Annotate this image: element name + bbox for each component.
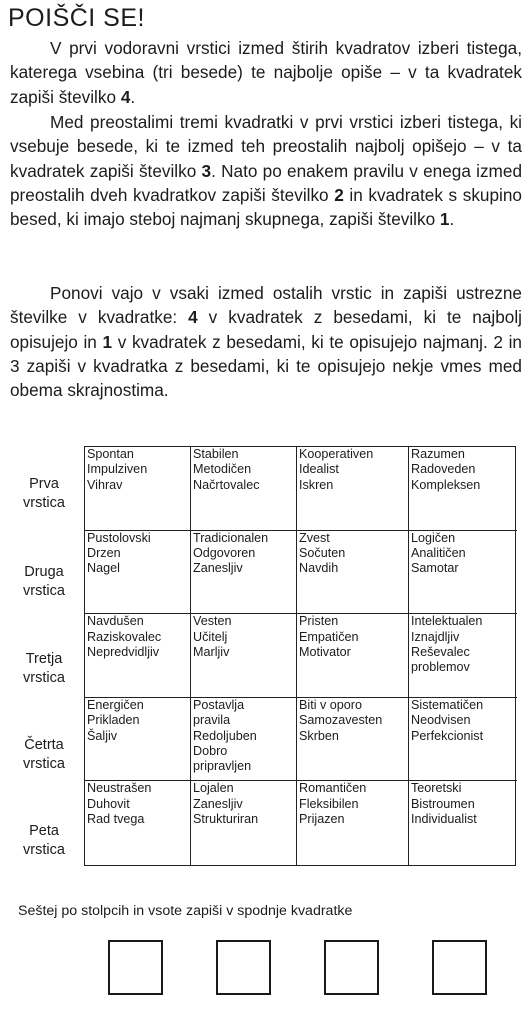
cell-word: Energičen xyxy=(87,697,144,712)
cell-word: Empatičen xyxy=(299,629,359,644)
cell-word: problemov xyxy=(411,660,470,675)
footer-instruction: Seštej po stolpcih in vsote zapiši v spodnje kvadratke xyxy=(18,903,353,919)
cell-word: Učitelj xyxy=(193,629,228,644)
cell-word: Samotar xyxy=(411,561,459,576)
cell-word: Teoretski xyxy=(411,781,462,796)
grid-cell[interactable] xyxy=(85,698,191,782)
cell-word: Idealist xyxy=(299,462,339,477)
cell-word: Duhovit xyxy=(87,796,130,811)
row-label-text: Četrta xyxy=(24,737,64,753)
cell-word: Zvest xyxy=(299,530,330,545)
instruction-number: 2 xyxy=(334,184,344,205)
cell-word: Motivator xyxy=(299,645,351,659)
cell-word: Redoljuben xyxy=(193,728,257,743)
cell-word: Šaljiv xyxy=(87,728,118,743)
cell-word: Strukturiran xyxy=(193,812,259,827)
grid-cell[interactable] xyxy=(85,531,191,615)
cell-word: Pristen xyxy=(299,614,339,629)
instruction-paragraph-1 xyxy=(10,36,522,109)
row-label-text: vrstica xyxy=(23,495,65,511)
row-label-1 xyxy=(12,475,76,513)
grid-cell[interactable] xyxy=(297,614,409,698)
cell-word: Analitičen xyxy=(411,546,466,560)
grid-cell[interactable] xyxy=(297,781,409,865)
cell-word: Vihrav xyxy=(87,477,123,492)
row-label-3 xyxy=(12,650,76,688)
instruction-text: V prvi vodoravni vrstici izmed štirih kvadratov izberi tistega, katerega vsebina (tri besede) te najbolje opiše – v ta kvadratek zapiši številko xyxy=(10,38,522,107)
instruction-text: in kvadratek s skupino besed, ki imajo steboj najmanj skupnega, zapiši številko xyxy=(10,184,522,230)
instruction-text: . xyxy=(130,86,136,107)
cell-word: pravila xyxy=(193,713,231,728)
grid-cell[interactable] xyxy=(191,698,297,782)
instruction-number: 4 xyxy=(120,86,131,107)
row-label-5 xyxy=(12,822,76,860)
sum-box-2[interactable] xyxy=(216,940,271,995)
cell-word: Logičen xyxy=(411,530,456,545)
grid-cell[interactable] xyxy=(191,781,297,865)
cell-word: Radoveden xyxy=(411,462,476,477)
row-label-text: vrstica xyxy=(23,842,65,858)
sum-box-4[interactable] xyxy=(432,940,487,995)
cell-word: Iznajdljiv xyxy=(411,629,460,644)
cell-word: Marljiv xyxy=(193,645,230,659)
cell-word: Sistematičen xyxy=(411,697,484,712)
instruction-number: 4 xyxy=(188,307,198,328)
cell-word: Dobro xyxy=(193,744,228,759)
grid-cell[interactable] xyxy=(409,447,517,531)
cell-word: Nepredvidljiv xyxy=(87,645,160,659)
instruction-text: v kvadratek z besedami, ki te najbolj opisujejo in xyxy=(10,307,522,352)
cell-word: Postavlja xyxy=(193,697,245,712)
cell-word: Lojalen xyxy=(193,781,234,796)
row-label-text: vrstica xyxy=(23,670,65,686)
instruction-paragraph-2 xyxy=(10,110,522,231)
cell-word: Raziskovalec xyxy=(87,629,162,644)
row-label-2 xyxy=(12,563,76,601)
cell-word: Sočuten xyxy=(299,546,346,560)
cell-word: Metodičen xyxy=(193,462,252,477)
cell-word: Bistroumen xyxy=(411,796,475,811)
row-label-text: vrstica xyxy=(23,756,65,772)
cell-word: Samozavesten xyxy=(299,713,383,728)
instruction-text: Med preostalimi tremi kvadratki v prvi vrstici izberi tistega, ki vsebuje besede, ki te izmed teh preostalih najbolj opišejo – v ta kvadratek zapiši številko xyxy=(10,112,522,181)
cell-word: Navdušen xyxy=(87,614,144,629)
row-label-text: Tretja xyxy=(25,651,63,667)
row-label-text: vrstica xyxy=(23,583,65,599)
cell-word: Individualist xyxy=(411,812,477,827)
cell-word: Spontan xyxy=(87,447,134,461)
grid-cell[interactable] xyxy=(85,781,191,865)
cell-word: Neodvisen xyxy=(411,713,471,728)
word-grid xyxy=(84,446,516,866)
row-label-4 xyxy=(12,736,76,774)
grid-cell[interactable] xyxy=(297,698,409,782)
row-label-text: Prva xyxy=(29,476,59,492)
grid-cell[interactable] xyxy=(191,447,297,531)
cell-word: Impulziven xyxy=(87,462,148,477)
instruction-number: 1 xyxy=(439,209,450,230)
cell-word: Tradicionalen xyxy=(193,530,269,545)
cell-word: Stabilen xyxy=(193,447,239,461)
instruction-text: . Nato po enakem pravilu v enega izmed preostalih dveh kvadratkov zapiši številko xyxy=(10,160,522,205)
cell-word: Rad tvega xyxy=(87,812,145,827)
cell-word: Prikladen xyxy=(87,713,140,728)
instruction-paragraph-3 xyxy=(10,281,522,402)
grid-cell[interactable] xyxy=(191,531,297,615)
sum-box-1[interactable] xyxy=(108,940,163,995)
cell-word: Fleksibilen xyxy=(299,796,359,811)
cell-word: Drzen xyxy=(87,546,121,560)
cell-word: Iskren xyxy=(299,477,334,492)
grid-cell[interactable] xyxy=(85,447,191,531)
cell-word: Romantičen xyxy=(299,781,367,796)
instruction-text: v kvadratek z besedami, ki te opisujejo najmanj. 2 in 3 zapiši v kvadratka z besedami, ki te opisujejo nekje vmes med obema skrajnostima. xyxy=(10,331,522,401)
grid-cell[interactable] xyxy=(409,781,517,865)
cell-word: Pustolovski xyxy=(87,530,151,545)
sum-box-3[interactable] xyxy=(324,940,379,995)
cell-word: pripravljen xyxy=(193,759,252,774)
cell-word: Reševalec xyxy=(411,645,470,659)
instruction-number: 3 xyxy=(201,160,212,181)
page-title: POIŠČI SE! xyxy=(8,4,145,32)
cell-word: Prijazen xyxy=(299,812,345,827)
grid-cell[interactable] xyxy=(85,614,191,698)
cell-word: Kompleksen xyxy=(411,477,481,492)
cell-word: Neustrašen xyxy=(87,781,152,796)
cell-word: Kooperativen xyxy=(299,447,374,461)
instruction-number: 1 xyxy=(102,331,113,352)
cell-word: Skrben xyxy=(299,728,339,743)
row-label-text: Peta xyxy=(29,823,59,839)
cell-word: Načrtovalec xyxy=(193,477,260,492)
cell-word: Perfekcionist xyxy=(411,728,484,743)
grid-cell[interactable] xyxy=(409,698,517,782)
cell-word: Zanesljiv xyxy=(193,796,243,811)
instruction-text: Ponovi vajo v vsaki izmed ostalih vrstic in zapiši ustrezne številke v kvadratke: xyxy=(10,283,522,328)
row-label-text: Druga xyxy=(24,564,64,580)
cell-word: Biti v oporo xyxy=(299,697,362,712)
cell-word: Vesten xyxy=(193,614,232,629)
grid-cell[interactable] xyxy=(409,614,517,698)
cell-word: Intelektualen xyxy=(411,614,483,629)
grid-cell[interactable] xyxy=(409,531,517,615)
instruction-text: . xyxy=(449,209,455,230)
grid-cell[interactable] xyxy=(191,614,297,698)
cell-word: Nagel xyxy=(87,561,120,576)
cell-word: Navdih xyxy=(299,561,339,576)
cell-word: Razumen xyxy=(411,447,465,461)
cell-word: Odgovoren xyxy=(193,546,256,560)
cell-word: Zanesljiv xyxy=(193,561,243,576)
grid-cell[interactable] xyxy=(297,531,409,615)
grid-cell[interactable] xyxy=(297,447,409,531)
